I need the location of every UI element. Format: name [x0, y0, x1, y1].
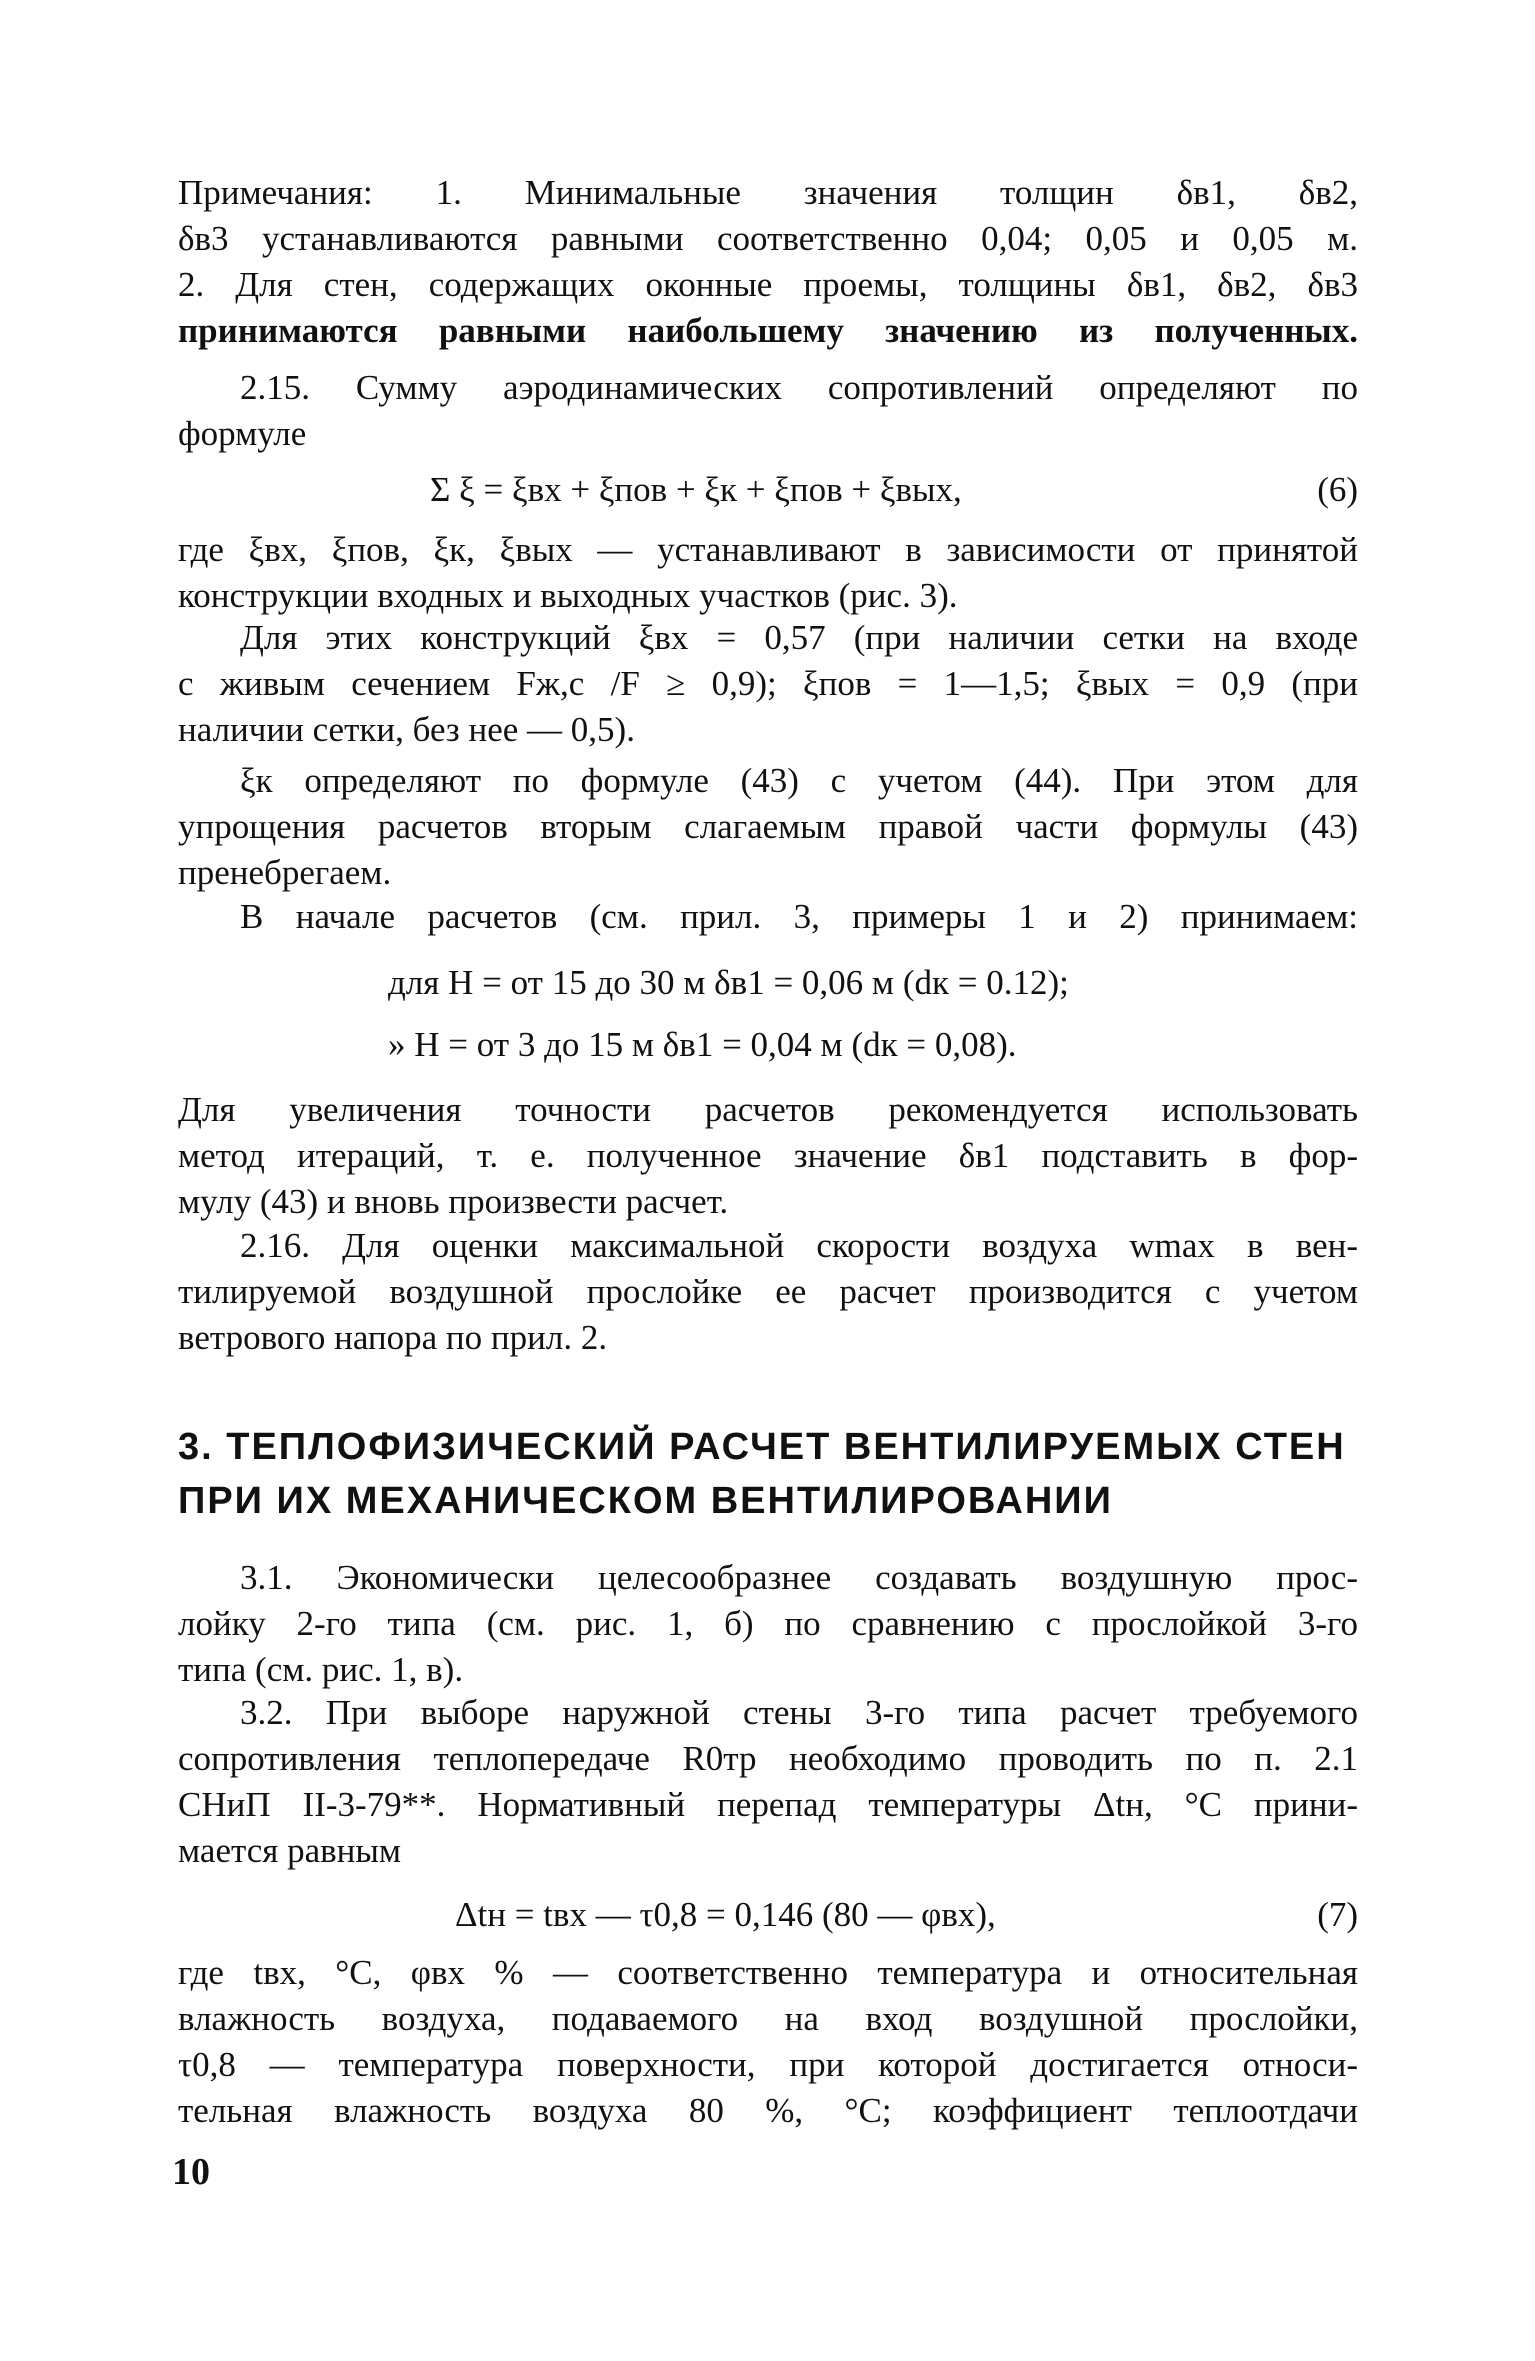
notes-line-1: Примечания: 1. Минимальные значения толщин δв1, δв2,: [178, 173, 1358, 212]
iter-line-1: Для увеличения точности расчетов рекомендуется использовать: [178, 1090, 1358, 1129]
where6-line-2: конструкции входных и выходных участков (рис. 3).: [178, 576, 958, 615]
paragraph-start: [178, 894, 1358, 940]
where7-line-4: тельная влажность воздуха 80 %, °С; коэффициент теплоотдачи: [178, 2091, 1358, 2130]
where7-line-2: влажность воздуха, подаваемого на вход воздушной прослойки,: [178, 1999, 1358, 2038]
paragraph-xi-k: [178, 758, 1358, 896]
paragraph-2-15: [178, 365, 1358, 457]
p31-line-2: лойку 2-го типа (см. рис. 1, б) по сравнению с прослойкой 3-го: [178, 1604, 1358, 1643]
xik-line-1: ξк определяют по формуле (43) с учетом (44). При этом для: [240, 761, 1358, 800]
p31-line-1: 3.1. Экономически целесообразнее создавать воздушную прос-: [240, 1558, 1358, 1597]
xik-line-3: пренебрегаем.: [178, 853, 392, 892]
equation-6-number: (6): [1317, 470, 1358, 509]
heading-line-1: 3. ТЕПЛОФИЗИЧЕСКИЙ РАСЧЕТ ВЕНТИЛИРУЕМЫХ СТЕН: [178, 1426, 1346, 1468]
p32-line-2: сопротивления теплопередаче R0тр необходимо проводить по п. 2.1: [178, 1739, 1358, 1778]
equation-7-number: (7): [1317, 1895, 1358, 1934]
paragraph-2-16: [178, 1223, 1358, 1361]
section-heading: [178, 1420, 1358, 1528]
p32-line-1: 3.2. При выборе наружной стены 3-го типа расчет требуемого: [240, 1693, 1358, 1732]
p216-line-3: ветрового напора по прил. 2.: [178, 1318, 608, 1357]
notes-line-4: принимаются равными наибольшему значению из полученных.: [178, 311, 1358, 350]
case-1: для H = от 15 до 30 м δв1 = 0,06 м (dк = 0.12);: [388, 963, 1069, 1002]
p32-line-3: СНиП II-3-79**. Нормативный перепад температуры Δtн, °С прини-: [178, 1785, 1358, 1824]
page-number: 10: [172, 2151, 210, 2193]
equation-6: Σ ξ = ξвх + ξпов + ξк + ξпов + ξвых,: [430, 470, 962, 509]
iter-line-2: метод итераций, т. е. полученное значение δв1 подставить в фор-: [178, 1136, 1358, 1175]
p32-line-4: мается равным: [178, 1831, 402, 1870]
equation-7: Δtн = tвх — τ0,8 = 0,146 (80 — φвх),: [455, 1895, 996, 1934]
p216-line-1: 2.16. Для оценки максимальной скорости воздуха wmax в вен-: [240, 1226, 1358, 1265]
where7-line-1: где tвх, °С, φвх % — соответственно температура и относительная: [178, 1953, 1358, 1992]
paragraph-where-6: [178, 527, 1358, 619]
notes-line-3: 2. Для стен, содержащих оконные проемы, толщины δв1, δв2, δв3: [178, 265, 1358, 304]
paragraph-where-7: [178, 1950, 1358, 2134]
notes-line-2: δв3 устанавливаются равными соответственно 0,04; 0,05 и 0,05 м.: [178, 219, 1358, 258]
where6-line-1: где ξвх, ξпов, ξк, ξвых — устанавливают в зависимости от принятой: [178, 530, 1358, 569]
notes-block: [178, 170, 1358, 354]
heading-line-2: ПРИ ИХ МЕХАНИЧЕСКОМ ВЕНТИЛИРОВАНИИ: [178, 1480, 1113, 1522]
p215-line-2: формуле: [178, 414, 307, 453]
paragraph-3-2: [178, 1690, 1358, 1874]
p216-line-2: тилируемой воздушной прослойке ее расчет производится с учетом: [178, 1272, 1358, 1311]
where7-line-3: τ0,8 — температура поверхности, при которой достигается относи-: [178, 2045, 1358, 2084]
paragraph-iterations: [178, 1087, 1358, 1225]
case-2: » H = от 3 до 15 м δв1 = 0,04 м (dк = 0,08).: [388, 1025, 1017, 1064]
constr-line-1: Для этих конструкций ξвх = 0,57 (при наличии сетки на входе: [240, 618, 1358, 657]
p215-line-1: 2.15. Сумму аэродинамических сопротивлений определяют по: [240, 368, 1358, 407]
xik-line-2: упрощения расчетов вторым слагаемым правой части формулы (43): [178, 807, 1358, 846]
start-line-1: В начале расчетов (см. прил. 3, примеры 1 и 2) принимаем:: [240, 897, 1358, 936]
p31-line-3: типа (см. рис. 1, в).: [178, 1650, 464, 1689]
paragraph-3-1: [178, 1555, 1358, 1693]
iter-line-3: мулу (43) и вновь произвести расчет.: [178, 1182, 729, 1221]
paragraph-constructions: [178, 615, 1358, 753]
constr-line-2: с живым сечением Fж,с /F ≥ 0,9); ξпов = 1—1,5; ξвых = 0,9 (при: [178, 664, 1358, 703]
constr-line-3: наличии сетки, без нее — 0,5).: [178, 710, 635, 749]
